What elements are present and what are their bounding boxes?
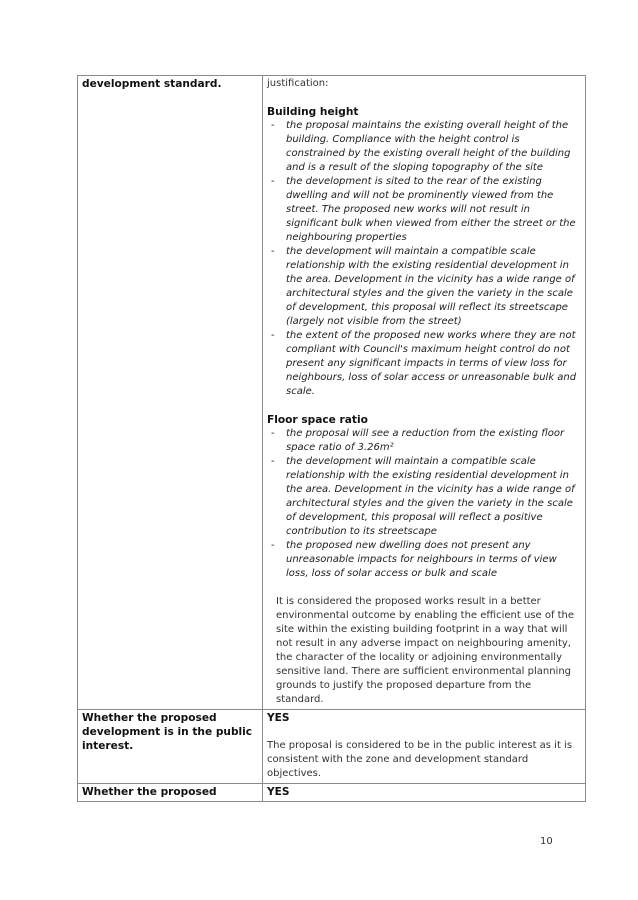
section-heading-building-height: Building height <box>267 106 359 118</box>
list-item: - the extent of the proposed new works where they are not compliant with Council's maximum height control do not present any significant impacts in terms of view loss for neighbours, loss of solar access or unreasonable bulk and scale. <box>267 329 581 399</box>
table-row <box>78 710 586 784</box>
assessment-cell <box>263 76 586 710</box>
answer-yes: YES <box>267 786 290 798</box>
public-interest-paragraph: The proposal is considered to be in the public interest as it is consistent with the zone and development standard objectives. <box>267 740 573 779</box>
list-item: - the development will maintain a compatible scale relationship with the existing residential development in the area. Development in the vicinity has a wide range of architectural styles and the given the variety in the scale of development, this proposal will reflect a positive contribution to its streetscape <box>267 455 581 539</box>
assessment-cell <box>263 710 586 784</box>
criterion-cell <box>78 710 263 784</box>
criterion-cell <box>78 784 263 802</box>
list-item: - the proposed new dwelling does not present any unreasonable impacts for neighbours in terms of view loss, loss of solar access or bulk and scale <box>267 539 581 581</box>
conclusion-paragraph: It is considered the proposed works result in a better environmental outcome by enabling the efficient use of the site within the existing building footprint in a way that will not result in any adverse impact on neighbouring amenity, the character of the locality or adjoining environmentally sensitive land. There are sufficient environmental planning grounds to justify the proposed departure from the standard. <box>276 596 575 705</box>
section-heading-floor-space-ratio: Floor space ratio <box>267 414 368 426</box>
list-item: - the proposal will see a reduction from the existing floor space ratio of 3.26m² <box>267 427 581 455</box>
justification-intro: justification: <box>267 78 329 89</box>
list-item: - the development is sited to the rear of the existing dwelling and will not be prominently viewed from the street. The proposed new works will not result in significant bulk when viewed from either the street or the neighbouring properties <box>267 175 581 245</box>
criterion-label: Whether the proposed development is in the public interest. <box>82 712 253 752</box>
floor-space-ratio-list <box>267 427 581 581</box>
building-height-list <box>267 119 581 399</box>
assessment-table <box>77 75 586 802</box>
assessment-cell <box>263 784 586 802</box>
criterion-cell <box>78 76 263 710</box>
table-row <box>78 784 586 802</box>
criterion-label: development standard. <box>82 78 222 90</box>
table-row <box>78 76 586 710</box>
list-item: - the proposal maintains the existing overall height of the building. Compliance with the height control is constrained by the existing overall height of the building and is a result of the sloping topography of the site <box>267 119 581 175</box>
answer-yes: YES <box>267 712 290 724</box>
page-number: 10 <box>540 836 553 847</box>
list-item: - the development will maintain a compatible scale relationship with the existing residential development in the area. Development in the vicinity has a wide range of architectural styles and the given the variety in the scale of development, this proposal will reflect its streetscape (largely not visible from the street) <box>267 245 581 329</box>
criterion-label: Whether the proposed <box>82 786 217 798</box>
